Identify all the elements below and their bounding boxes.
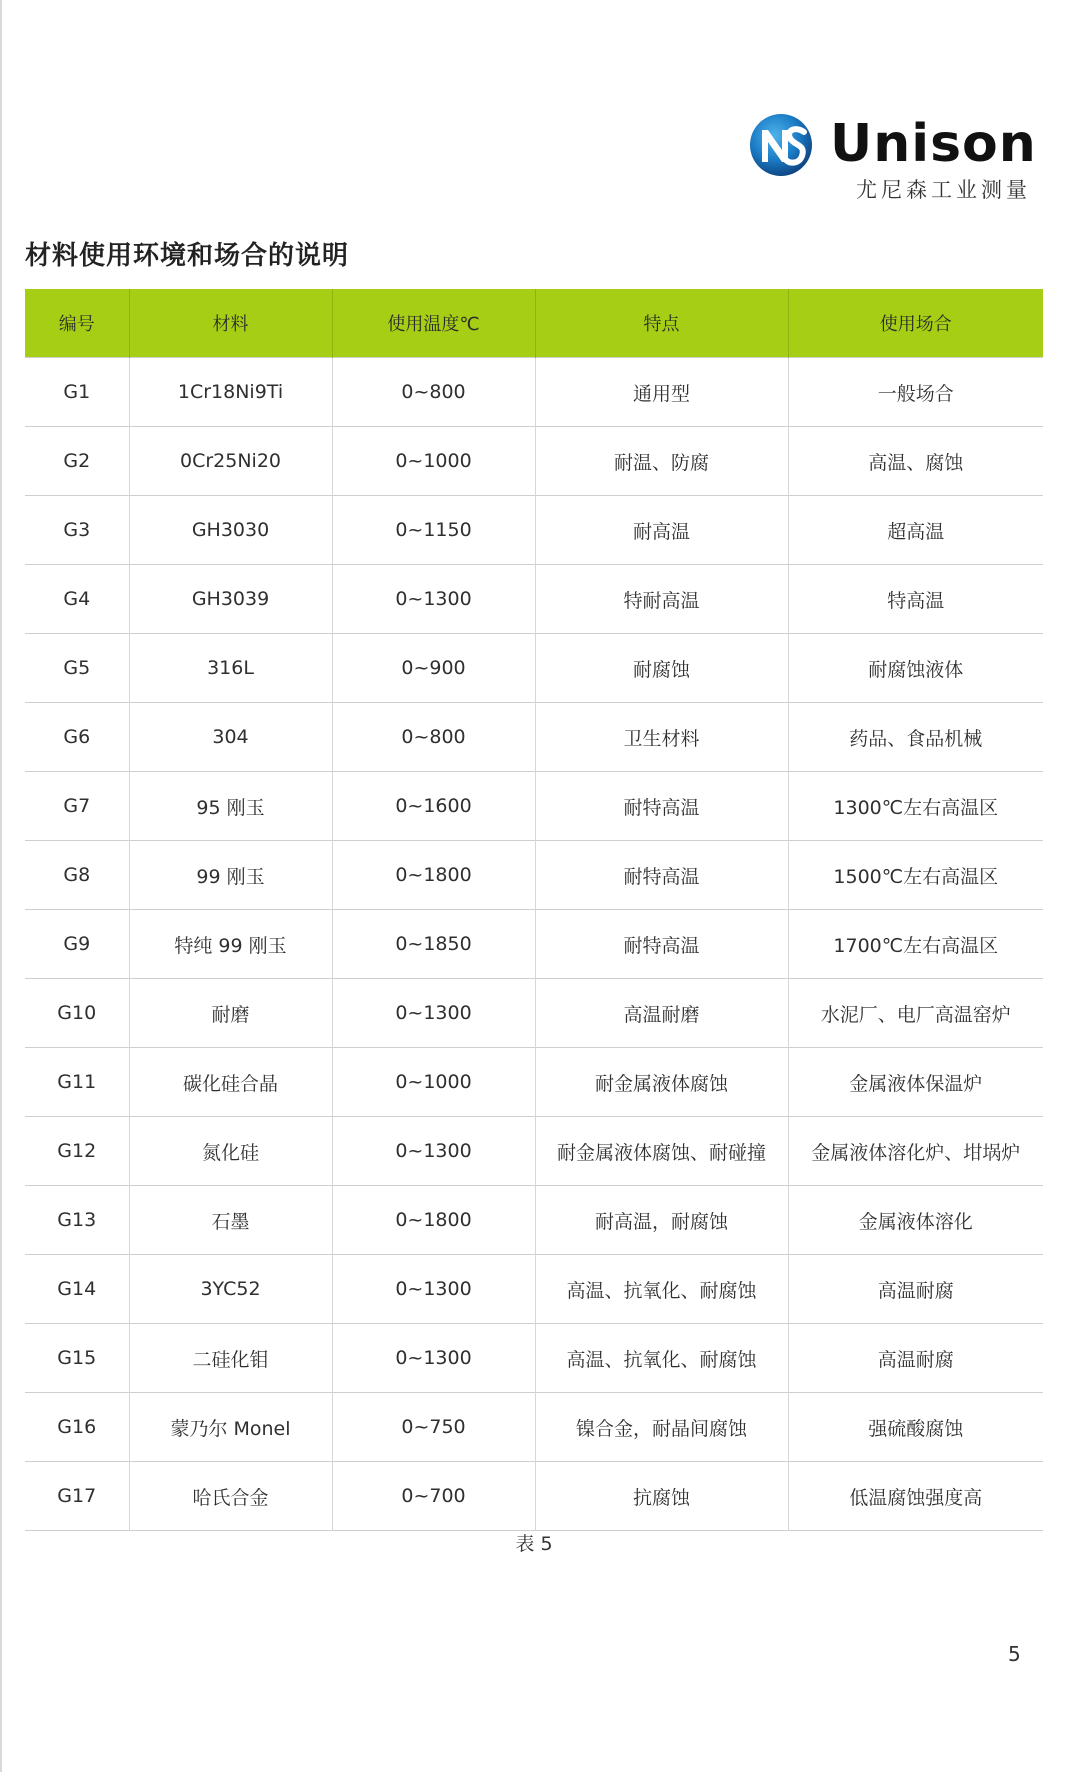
cell-usage: 1500℃左右高温区	[788, 841, 1043, 910]
cell-material: 哈氏合金	[129, 1462, 332, 1531]
cell-code: G14	[25, 1255, 129, 1324]
cell-material: 95 刚玉	[129, 772, 332, 841]
cell-temperature: 0~1000	[332, 427, 535, 496]
cell-usage: 高温耐腐	[788, 1324, 1043, 1393]
cell-features: 卫生材料	[535, 703, 788, 772]
cell-usage: 耐腐蚀液体	[788, 634, 1043, 703]
cell-usage: 一般场合	[788, 358, 1043, 427]
cell-features: 镍合金，耐晶间腐蚀	[535, 1393, 788, 1462]
cell-code: G9	[25, 910, 129, 979]
table-row	[25, 1048, 1043, 1117]
table-row	[25, 1117, 1043, 1186]
table-row	[25, 1255, 1043, 1324]
table-row	[25, 910, 1043, 979]
cell-code: G16	[25, 1393, 129, 1462]
page-number: 5	[1008, 1642, 1021, 1666]
cell-features: 高温、抗氧化、耐腐蚀	[535, 1324, 788, 1393]
cell-material: 石墨	[129, 1186, 332, 1255]
header-material: 材料	[129, 289, 332, 358]
cell-usage: 高温、腐蚀	[788, 427, 1043, 496]
header-temperature: 使用温度℃	[332, 289, 535, 358]
header-usage: 使用场合	[788, 289, 1043, 358]
cell-features: 高温、抗氧化、耐腐蚀	[535, 1255, 788, 1324]
cell-usage: 水泥厂、电厂高温窑炉	[788, 979, 1043, 1048]
table-body	[25, 358, 1043, 1531]
table-row	[25, 565, 1043, 634]
cell-features: 耐特高温	[535, 772, 788, 841]
cell-temperature: 0~1300	[332, 565, 535, 634]
unison-logo-mark-icon	[748, 112, 814, 178]
cell-code: G3	[25, 496, 129, 565]
cell-features: 耐腐蚀	[535, 634, 788, 703]
cell-usage: 1300℃左右高温区	[788, 772, 1043, 841]
header-code: 编号	[25, 289, 129, 358]
table-caption: 表 5	[515, 1533, 553, 1555]
cell-material: 99 刚玉	[129, 841, 332, 910]
cell-code: G6	[25, 703, 129, 772]
cell-temperature: 0~1000	[332, 1048, 535, 1117]
cell-material: 特纯 99 刚玉	[129, 910, 332, 979]
cell-features: 耐特高温	[535, 841, 788, 910]
cell-usage: 强硫酸腐蚀	[788, 1393, 1043, 1462]
cell-material: 0Cr25Ni20	[129, 427, 332, 496]
table-row	[25, 358, 1043, 427]
cell-material: 蒙乃尔 Monel	[129, 1393, 332, 1462]
table-row	[25, 772, 1043, 841]
cell-temperature: 0~1600	[332, 772, 535, 841]
cell-usage: 1700℃左右高温区	[788, 910, 1043, 979]
cell-material: GH3030	[129, 496, 332, 565]
cell-temperature: 0~800	[332, 358, 535, 427]
cell-features: 通用型	[535, 358, 788, 427]
table-row	[25, 1393, 1043, 1462]
cell-material: 316L	[129, 634, 332, 703]
cell-code: G8	[25, 841, 129, 910]
cell-code: G2	[25, 427, 129, 496]
cell-usage: 超高温	[788, 496, 1043, 565]
cell-temperature: 0~1850	[332, 910, 535, 979]
cell-features: 高温耐磨	[535, 979, 788, 1048]
cell-features: 耐特高温	[535, 910, 788, 979]
cell-features: 抗腐蚀	[535, 1462, 788, 1531]
table-row	[25, 1186, 1043, 1255]
cell-code: G1	[25, 358, 129, 427]
cell-material: 耐磨	[129, 979, 332, 1048]
cell-temperature: 0~1150	[332, 496, 535, 565]
cell-temperature: 0~1300	[332, 979, 535, 1048]
cell-code: G15	[25, 1324, 129, 1393]
cell-code: G4	[25, 565, 129, 634]
cell-usage: 特高温	[788, 565, 1043, 634]
page-edge-line	[0, 0, 2, 1772]
cell-material: 氮化硅	[129, 1117, 332, 1186]
cell-features: 耐温、防腐	[535, 427, 788, 496]
logo-subtitle: 尤尼森工业测量	[856, 178, 1031, 202]
cell-temperature: 0~1300	[332, 1324, 535, 1393]
logo-wordmark: Unison	[830, 114, 1037, 174]
cell-usage: 低温腐蚀强度高	[788, 1462, 1043, 1531]
cell-usage: 药品、食品机械	[788, 703, 1043, 772]
table-header-row	[25, 289, 1043, 358]
table-row	[25, 634, 1043, 703]
cell-features: 耐金属液体腐蚀、耐碰撞	[535, 1117, 788, 1186]
cell-temperature: 0~1300	[332, 1117, 535, 1186]
table-row	[25, 1462, 1043, 1531]
cell-code: G11	[25, 1048, 129, 1117]
table-row	[25, 496, 1043, 565]
cell-code: G7	[25, 772, 129, 841]
cell-temperature: 0~900	[332, 634, 535, 703]
cell-usage: 金属液体溶化炉、坩埚炉	[788, 1117, 1043, 1186]
cell-features: 耐高温	[535, 496, 788, 565]
cell-code: G12	[25, 1117, 129, 1186]
table-row	[25, 841, 1043, 910]
cell-code: G13	[25, 1186, 129, 1255]
table-row	[25, 427, 1043, 496]
cell-code: G5	[25, 634, 129, 703]
cell-features: 特耐高温	[535, 565, 788, 634]
cell-features: 耐金属液体腐蚀	[535, 1048, 788, 1117]
cell-usage: 金属液体保温炉	[788, 1048, 1043, 1117]
cell-material: 碳化硅合晶	[129, 1048, 332, 1117]
cell-code: G10	[25, 979, 129, 1048]
cell-temperature: 0~700	[332, 1462, 535, 1531]
cell-usage: 高温耐腐	[788, 1255, 1043, 1324]
cell-material: 1Cr18Ni9Ti	[129, 358, 332, 427]
cell-material: GH3039	[129, 565, 332, 634]
cell-usage: 金属液体溶化	[788, 1186, 1043, 1255]
cell-temperature: 0~1800	[332, 841, 535, 910]
cell-code: G17	[25, 1462, 129, 1531]
header-features: 特点	[535, 289, 788, 358]
table-row	[25, 1324, 1043, 1393]
material-table	[25, 289, 1043, 1531]
table-row	[25, 979, 1043, 1048]
cell-material: 二硅化钼	[129, 1324, 332, 1393]
cell-features: 耐高温，耐腐蚀	[535, 1186, 788, 1255]
table-row	[25, 703, 1043, 772]
cell-temperature: 0~1800	[332, 1186, 535, 1255]
cell-material: 304	[129, 703, 332, 772]
cell-temperature: 0~750	[332, 1393, 535, 1462]
cell-temperature: 0~1300	[332, 1255, 535, 1324]
page-title: 材料使用环境和场合的说明	[25, 241, 350, 271]
unison-logo	[748, 108, 1048, 208]
cell-material: 3YC52	[129, 1255, 332, 1324]
cell-temperature: 0~800	[332, 703, 535, 772]
